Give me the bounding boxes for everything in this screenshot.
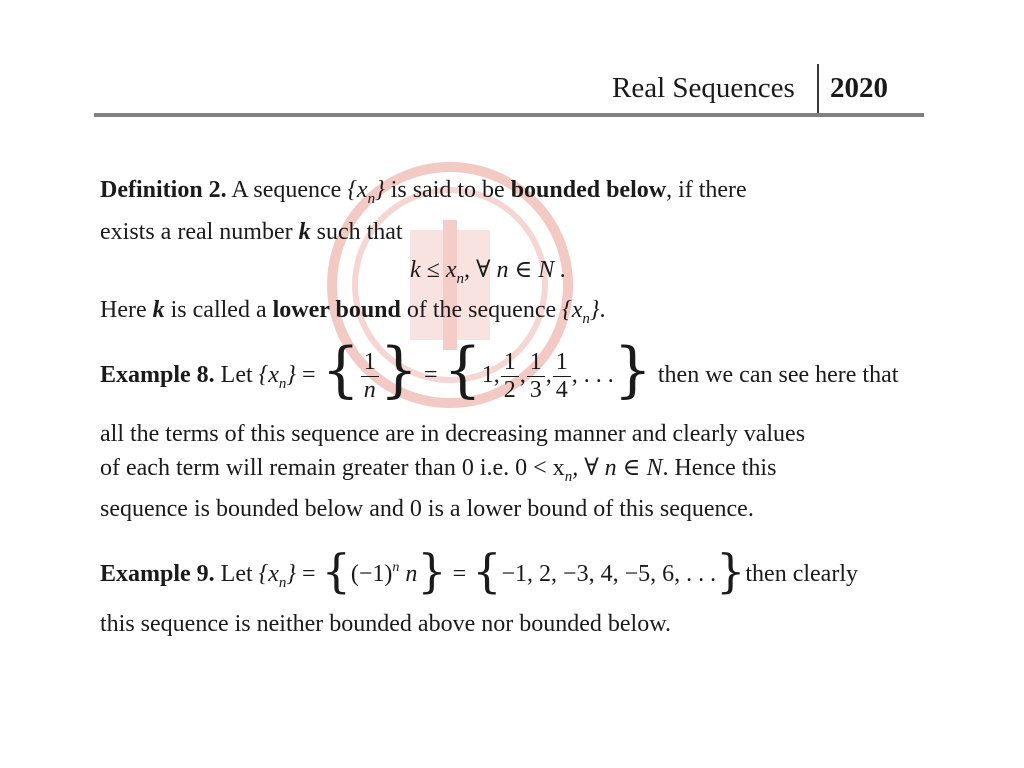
definition-label: Definition 2. (100, 177, 227, 203)
definition-text-3: , if there (666, 177, 747, 203)
example-8-line-4: sequence is bounded below and 0 is a lower bound of this sequence. (100, 496, 754, 522)
definition-text: A sequence (226, 177, 348, 203)
lower-bound-line: Here k is called a lower bound of the sequence $\{x_n\}$. (100, 297, 606, 327)
definition-formula: $k \le x_n$, ∀ n ∈ N . (410, 257, 567, 287)
header-year: 2020 (830, 72, 888, 104)
term-lower-bound: lower bound (272, 297, 401, 323)
fraction-1-over-n: $\frac{1}{n}$ (361, 350, 379, 403)
header-title: Real Sequences (612, 72, 795, 104)
example-9-line-2: this sequence is neither bounded above nor bounded below. (100, 611, 671, 637)
example-8-line-1: Example 8. Let $\{x_n\}$ = { $\frac{1}{n}$ } = {1, $\frac{1}{2}$ , $\frac{1}{3}$ , $\frac{1}{4}$ , . . .} then we can see here that (100, 335, 899, 405)
example-9-label: Example 9. (100, 561, 215, 587)
definition-line-1 (100, 177, 747, 207)
example-8-label: Example 8. (100, 362, 215, 388)
k-symbol: k (298, 219, 311, 245)
example-8-line-2: all the terms of this sequence are in decreasing manner and clearly values (100, 421, 806, 447)
sequence-symbol: $\{x_n\}$ (347, 177, 385, 207)
header-rule (94, 113, 924, 117)
term-bounded-below: bounded below (510, 177, 667, 203)
example-8-line-3: of each term will remain greater than 0 i.e. $0 < x_n$, ∀ n ∈ N. Hence this (100, 455, 777, 485)
example-9-line-1: Example 9. Let $\{x_n\} = \{(-1)^n$ n} = {−1, 2, −3, 4, −5, 6, . . .}then clearly (100, 544, 858, 598)
definition-line-2: exists a real number k such that (100, 219, 403, 245)
header-separator (817, 64, 819, 114)
definition-text-2: is said to be (384, 177, 511, 203)
